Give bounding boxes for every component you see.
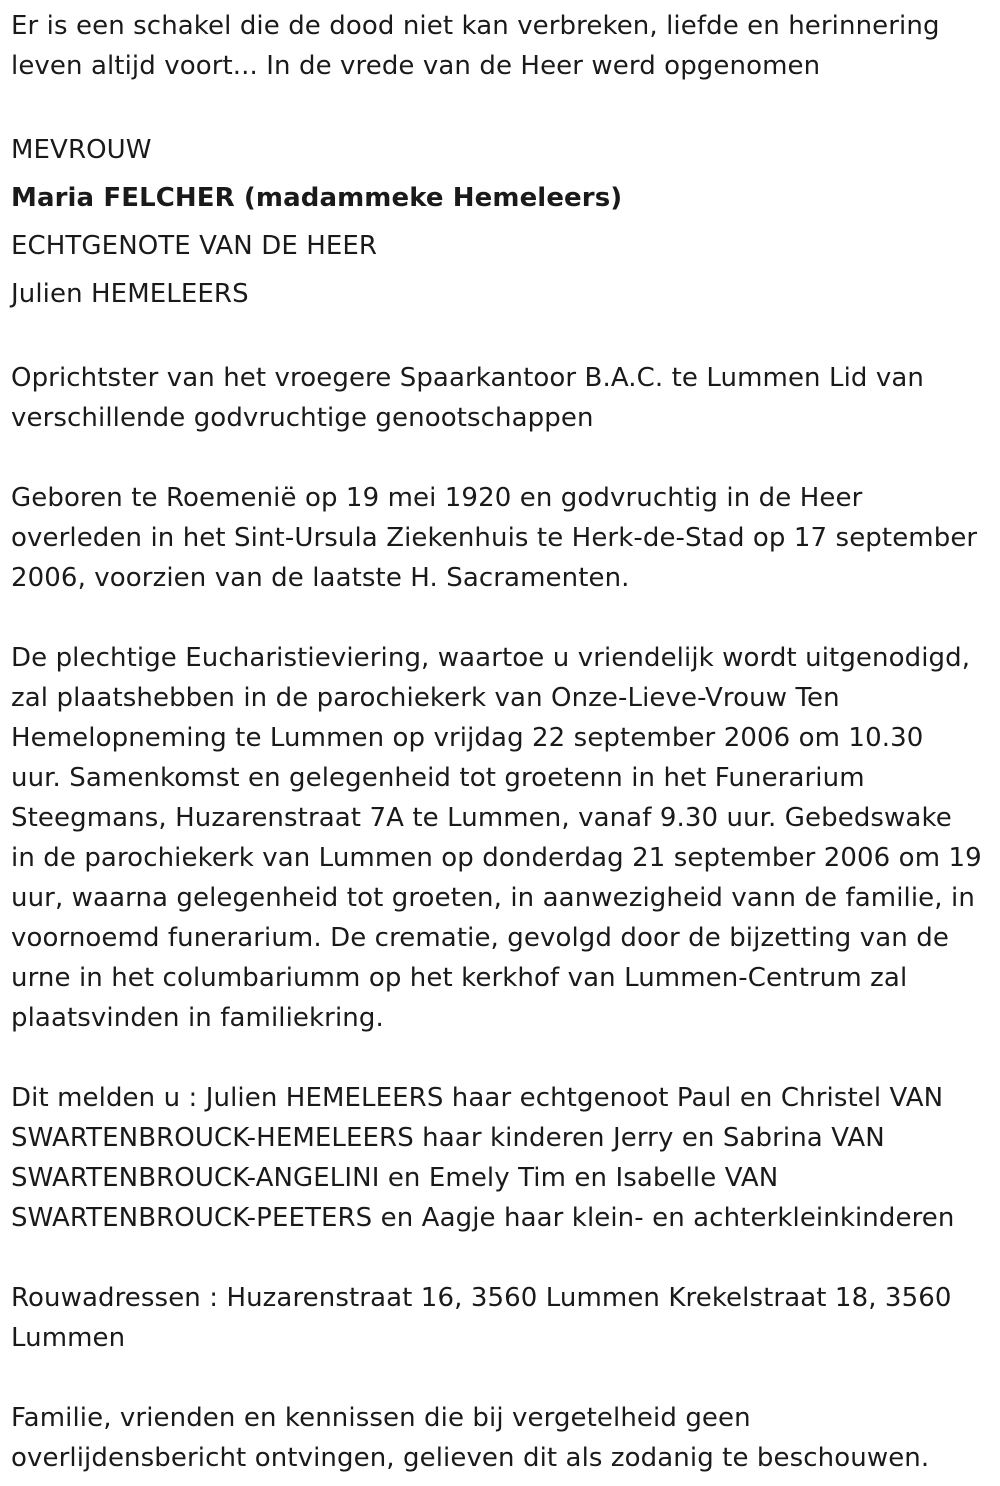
announcers-line: Dit melden u : Julien HEMELEERS haar echtgenoot Paul en Christel VAN (11, 1083, 944, 1113)
founder-line: verschillende godvruchtige genootschappen (11, 403, 594, 433)
paragraph-gap (11, 318, 993, 358)
ceremony-line: De plechtige Eucharistieviering, waartoe u vriendelijk wordt uitgenodigd, (11, 643, 971, 673)
founder-paragraph (11, 358, 993, 438)
intro-line: Er is een schakel die de dood niet kan verbreken, liefde en herinnering (11, 11, 940, 41)
ceremony-line: Hemelopneming te Lummen op vrijdag 22 september 2006 om 10.30 (11, 723, 924, 753)
addresses-paragraph (11, 1278, 993, 1358)
announcers-line: SWARTENBROUCK-HEMELEERS haar kinderen Jerry en Sabrina VAN (11, 1123, 885, 1153)
closing-line: overlijdensbericht ontvingen, gelieven dit als zodanig te beschouwen. (11, 1443, 930, 1473)
ceremony-paragraph (11, 638, 993, 1038)
ceremony-line: uur, waarna gelegenheid tot groeten, in aanwezigheid vann de familie, in (11, 883, 975, 913)
deceased-name: Maria FELCHER (madammeke Hemeleers) (11, 183, 623, 213)
ceremony-line: urne in het columbariumm op het kerkhof van Lummen-Centrum zal (11, 963, 908, 993)
founder-line: Oprichtster van het vroegere Spaarkantoor B.A.C. te Lummen Lid van (11, 363, 924, 393)
closing-paragraph (11, 1398, 993, 1478)
birth-death-line: 2006, voorzien van de laatste H. Sacramenten. (11, 563, 630, 593)
intro-line: leven altijd voort... In de vrede van de Heer werd opgenomen (11, 51, 821, 81)
ceremony-line: zal plaatshebben in de parochiekerk van Onze-Lieve-Vrouw Ten (11, 683, 840, 713)
ceremony-line: in de parochiekerk van Lummen op donderdag 21 september 2006 om 19 (11, 843, 982, 873)
ceremony-line: voornoemd funerarium. De crematie, gevolgd door de bijzetting van de (11, 923, 949, 953)
announcers-paragraph (11, 1078, 993, 1238)
announcers-line: SWARTENBROUCK-PEETERS en Aagje haar klein- en achterkleinkinderen (11, 1203, 955, 1233)
announcers-line: SWARTENBROUCK-ANGELINI en Emely Tim en Isabelle VAN (11, 1163, 779, 1193)
ceremony-line: plaatsvinden in familiekring. (11, 1003, 384, 1033)
paragraph-gap (11, 1038, 993, 1078)
birth-death-line: Geboren te Roemenië op 19 mei 1920 en godvruchtig in de Heer (11, 483, 863, 513)
paragraph-gap (11, 1238, 993, 1278)
obituary-document (11, 6, 993, 1478)
birth-death-paragraph (11, 478, 993, 598)
intro-paragraph (11, 6, 993, 86)
birth-death-line: overleden in het Sint-Ursula Ziekenhuis te Herk-de-Stad op 17 september (11, 523, 978, 553)
paragraph-gap (11, 438, 993, 478)
addresses-line: Rouwadressen : Huzarenstraat 16, 3560 Lummen Krekelstraat 18, 3560 (11, 1283, 952, 1313)
title-prefix: MEVROUW (11, 135, 152, 165)
heading-block (11, 126, 993, 318)
closing-line: Familie, vrienden en kennissen die bij vergetelheid geen (11, 1403, 751, 1433)
relation-line: ECHTGENOTE VAN DE HEER (11, 231, 378, 261)
paragraph-gap (11, 598, 993, 638)
paragraph-gap (11, 86, 993, 126)
ceremony-line: Steegmans, Huzarenstraat 7A te Lummen, vanaf 9.30 uur. Gebedswake (11, 803, 952, 833)
paragraph-gap (11, 1358, 993, 1398)
spouse-name: Julien HEMELEERS (11, 279, 249, 309)
addresses-line: Lummen (11, 1323, 126, 1353)
ceremony-line: uur. Samenkomst en gelegenheid tot groetenn in het Funerarium (11, 763, 865, 793)
